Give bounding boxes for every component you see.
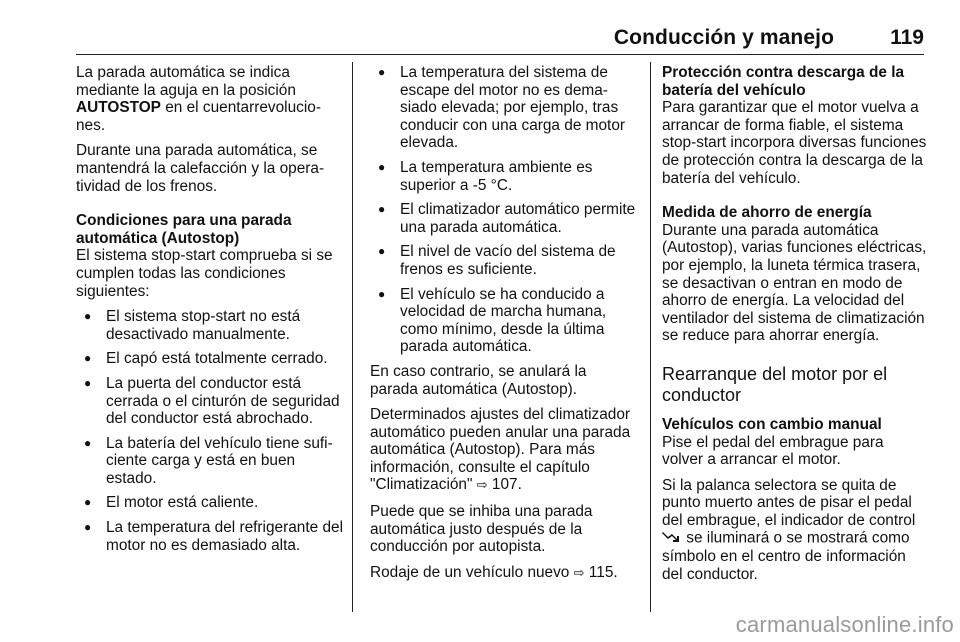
paragraph-climate-settings: Determinados ajustes del climatizador automático pueden anular una parada automática (Autostop). Para más información, consulte el capítulo "Climatización" ⇨ 107. — [370, 406, 631, 494]
list-item: ● La batería del vehículo tiene suficiente carga y está en buen estado. — [76, 435, 344, 488]
paragraph-break-in: Rodaje de un vehículo nuevo ⇨ 115. — [370, 563, 618, 581]
paragraph-autostop-indicator: La parada automática se indica mediante la aguja en la posición AUTOSTOP en el cuentarrevoluciones. — [76, 64, 321, 134]
list-item: ● La puerta del conductor está cerrada o el cinturón de seguridad del conductor está abrochado. — [76, 375, 344, 428]
conditions-list-1 — [76, 308, 344, 554]
conditions-list-2 — [370, 64, 638, 356]
column-2 — [370, 64, 638, 590]
page-reference-link[interactable]: 115. — [588, 563, 618, 581]
column-divider-1 — [352, 62, 353, 612]
list-item: ● El nivel de vacío del sistema de frenos es suficiente. — [370, 243, 638, 278]
paragraph-otherwise: En caso contrario, se anulará la parada automática (Autostop). — [370, 362, 587, 398]
autostop-label: AUTOSTOP — [76, 99, 161, 117]
paragraph-energy-saving: Durante una parada automática (Autostop), varias funciones eléctricas, por ejemplo, la luneta térmica trasera, se desactivan o entran en modo de ahorro de energía. La velocidad del ventilador del sistema de climatización se reduce para ahorrar energía. — [662, 221, 927, 345]
column-3 — [662, 64, 928, 591]
heading-autostop-conditions: Condiciones para una parada automática (Autostop) — [76, 212, 292, 247]
heading-engine-restart: Rearranque del motor por el conductor — [662, 363, 888, 405]
list-item: ● El climatizador automático permite una parada automática. — [370, 201, 638, 236]
column-divider-2 — [650, 62, 651, 612]
paragraph-system-checks: El sistema stop-start comprueba si se cumplen todas las condiciones siguientes: — [76, 247, 333, 300]
heading-battery-protection: Protección contra descarga de la batería del vehículo — [662, 64, 905, 99]
stop-start-indicator-icon — [662, 529, 682, 548]
page-reference-icon: ⇨ — [476, 478, 488, 494]
list-item: ● La temperatura ambiente es superior a -5 °C. — [370, 159, 638, 194]
list-item: ● El vehículo se ha conducido a velocidad de marcha humana, como mínimo, desde la última parada automática. — [370, 286, 638, 356]
page-reference-icon: ⇨ — [573, 565, 585, 581]
page-header — [76, 0, 924, 52]
paragraph-clutch: Pise el pedal del embrague para volver a arrancar el motor. — [662, 433, 884, 469]
watermark: carmanualsonline.info — [735, 612, 954, 637]
chapter-title: Conducción y manejo — [613, 26, 834, 49]
list-item: ● El motor está caliente. — [76, 494, 344, 512]
heading-energy-saving: Medida de ahorro de energía — [662, 204, 872, 222]
header-divider — [76, 54, 924, 55]
column-1 — [76, 64, 344, 561]
paragraph-heating: Durante una parada automática, se mantendrá la calefacción y la operatividad de los frenos. — [76, 142, 325, 195]
page-reference-link[interactable]: 107. — [491, 476, 522, 494]
paragraph-highway: Puede que se inhiba una parada automática justo después de la conducción por autopista. — [370, 503, 593, 556]
page-number: 119 — [890, 26, 924, 49]
list-item: ● La temperatura del sistema de escape del motor no es demasiado elevada; por ejemplo, tras conducir con una carga de motor elevada. — [370, 64, 638, 152]
list-item: ● La temperatura del refrigerante del motor no es demasiado alta. — [76, 519, 344, 554]
paragraph-battery: Para garantizar que el motor vuelva a arrancar de forma fiable, el sistema stop-start incorpora diversas funciones de protección contra la descarga de la batería del vehículo. — [662, 99, 927, 187]
list-item: ● El capó está totalmente cerrado. — [76, 350, 344, 368]
list-item: ● El sistema stop-start no está desactivado manualmente. — [76, 308, 344, 343]
heading-manual-transmission: Vehículos con cambio manual — [662, 415, 882, 433]
paragraph-indicator: Si la palanca selectora se quita de punto muerto antes de pisar el pedal del embrague, el indicador de control se iluminará o se mostrará como símbolo en el centro de información del conductor. — [662, 476, 916, 583]
